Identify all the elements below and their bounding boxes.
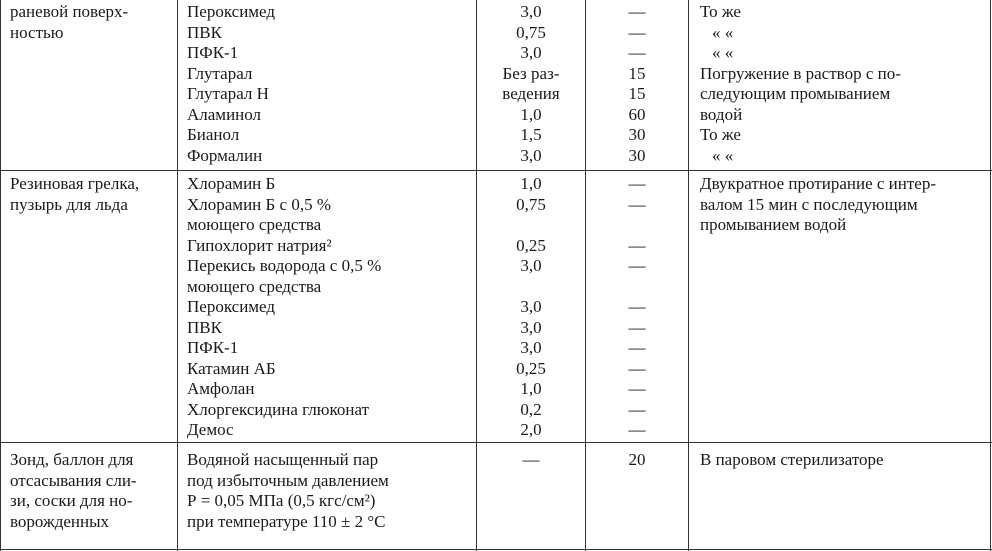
concentration-cell: 1,5 bbox=[520, 125, 542, 144]
object-cell-line: раневой поверх- bbox=[10, 2, 129, 21]
agent-cell-line: Хлорамин Б с 0,5 % bbox=[187, 194, 331, 214]
agent-cell-line: Аламинол bbox=[187, 104, 262, 124]
concentration-cell: 0,25 bbox=[516, 235, 546, 255]
agent-cell-line: Гипохлорит натрия² bbox=[187, 235, 332, 255]
agent-cell-line: Глутарал bbox=[187, 63, 253, 83]
time-cell: — bbox=[628, 420, 646, 439]
agent-cell-line: Водяной насыщенный пар bbox=[187, 450, 379, 469]
concentration-cell: Без раз- bbox=[502, 63, 560, 83]
concentration-cell: 1,0 bbox=[520, 174, 542, 193]
time-cell: — bbox=[628, 358, 646, 378]
concentration-cell: 3,0 bbox=[520, 297, 542, 316]
concentration-cell: 0,75 bbox=[516, 194, 546, 214]
row-divider bbox=[0, 549, 992, 550]
agent-cell-line: ПВК bbox=[187, 317, 222, 337]
agent-cell-line: Катамин АБ bbox=[187, 358, 276, 378]
time-cell: 15 bbox=[628, 63, 646, 83]
method-cell-line: водой bbox=[700, 104, 743, 124]
object-cell-line: ворожденных bbox=[10, 511, 110, 531]
agent-cell-line: при температуре 110 ± 2 °С bbox=[187, 511, 386, 531]
object-cell-line: зи, соски для но- bbox=[10, 491, 133, 510]
time-cell: 30 bbox=[628, 125, 646, 144]
agent-cell-line: Пероксимед bbox=[187, 297, 276, 316]
time-cell: — bbox=[628, 379, 646, 398]
method-cell-line: То же bbox=[700, 125, 741, 144]
method-cell-line: « « bbox=[712, 43, 734, 62]
time-cell: — bbox=[628, 256, 646, 275]
concentration-cell: 3,0 bbox=[520, 338, 542, 357]
agent-cell-line: Р = 0,05 МПа (0,5 кгс/см²) bbox=[187, 491, 376, 510]
time-cell: — bbox=[628, 297, 646, 316]
column-divider bbox=[990, 0, 991, 551]
time-cell: — bbox=[628, 317, 646, 337]
time-cell: — bbox=[628, 2, 646, 21]
agent-cell-line: Пероксимед bbox=[187, 2, 276, 21]
agent-cell-line: Хлоргексидина глюконат bbox=[187, 399, 369, 419]
concentration-cell: 0,25 bbox=[516, 358, 546, 378]
time-cell: — bbox=[628, 235, 646, 255]
object-cell-line: ностью bbox=[10, 22, 64, 42]
concentration-cell: ведения bbox=[502, 84, 560, 103]
row-divider bbox=[0, 170, 992, 171]
time-cell: — bbox=[628, 43, 646, 62]
object-cell-line: Зонд, баллон для bbox=[10, 450, 134, 469]
object-cell-line: Резиновая грелка, bbox=[10, 174, 140, 193]
concentration-cell: — bbox=[522, 450, 540, 469]
agent-cell-line: под избыточным давлением bbox=[187, 470, 389, 490]
agent-cell-line: Хлорамин Б bbox=[187, 174, 276, 193]
time-cell: — bbox=[628, 338, 646, 357]
method-cell-line: Двукратное протирание с интер- bbox=[700, 174, 936, 193]
column-divider bbox=[177, 0, 178, 551]
time-cell: — bbox=[628, 399, 646, 419]
concentration-cell: 3,0 bbox=[520, 43, 542, 62]
concentration-cell: 0,75 bbox=[516, 22, 546, 42]
concentration-cell: 3,0 bbox=[520, 256, 542, 275]
method-cell-line: « « bbox=[712, 145, 734, 165]
method-cell-line: « « bbox=[712, 22, 734, 42]
agent-cell-line: Глутарал Н bbox=[187, 84, 269, 103]
method-cell-line: следующим промыванием bbox=[700, 84, 891, 103]
concentration-cell: 3,0 bbox=[520, 317, 542, 337]
concentration-cell: 3,0 bbox=[520, 145, 542, 165]
method-cell-line: Погружение в раствор с по- bbox=[700, 63, 901, 83]
column-divider bbox=[688, 0, 689, 551]
agent-cell-line: Бианол bbox=[187, 125, 240, 144]
method-cell-line: промыванием водой bbox=[700, 215, 847, 234]
concentration-cell: 3,0 bbox=[520, 2, 542, 21]
agent-cell-line: моющего средства bbox=[187, 276, 322, 296]
concentration-cell: 2,0 bbox=[520, 420, 542, 439]
time-cell: — bbox=[628, 194, 646, 214]
agent-cell-line: Амфолан bbox=[187, 379, 255, 398]
time-cell: 30 bbox=[628, 145, 646, 165]
time-cell: 20 bbox=[628, 450, 646, 469]
agent-cell-line: моющего средства bbox=[187, 215, 322, 234]
row-divider bbox=[0, 442, 992, 443]
method-cell-line: То же bbox=[700, 2, 741, 21]
agent-cell-line: ПВК bbox=[187, 22, 222, 42]
agent-cell-line: ПФК-1 bbox=[187, 338, 239, 357]
concentration-cell: 1,0 bbox=[520, 104, 542, 124]
time-cell: 60 bbox=[628, 104, 646, 124]
concentration-cell: 0,2 bbox=[520, 399, 542, 419]
object-cell-line: отсасывания сли- bbox=[10, 470, 137, 490]
time-cell: — bbox=[628, 22, 646, 42]
object-cell-line: пузырь для льда bbox=[10, 194, 128, 214]
agent-cell-line: ПФК-1 bbox=[187, 43, 239, 62]
concentration-cell: 1,0 bbox=[520, 379, 542, 398]
time-cell: 15 bbox=[628, 84, 646, 103]
method-cell-line: валом 15 мин с последующим bbox=[700, 194, 918, 214]
method-cell-line: В паровом стерилизаторе bbox=[700, 450, 884, 469]
agent-cell-line: Перекись водорода с 0,5 % bbox=[187, 256, 382, 275]
column-divider bbox=[0, 0, 1, 551]
time-cell: — bbox=[628, 174, 646, 193]
agent-cell-line: Формалин bbox=[187, 145, 263, 165]
agent-cell-line: Демос bbox=[187, 420, 234, 439]
